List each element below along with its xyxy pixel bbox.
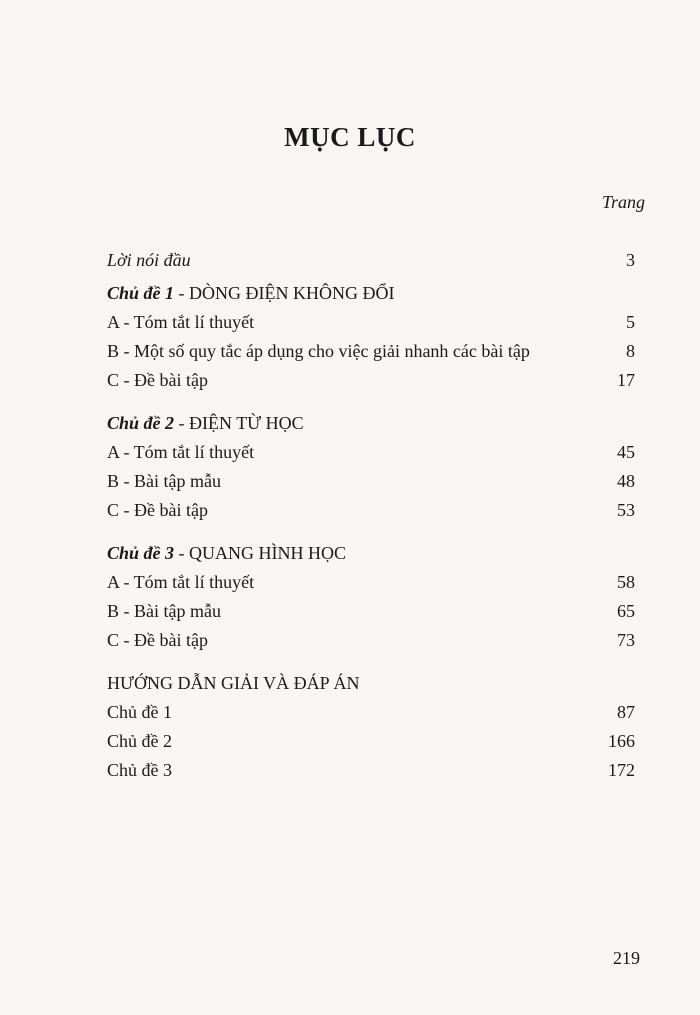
topic-title: - DÒNG ĐIỆN KHÔNG ĐỔI xyxy=(174,283,395,303)
toc-entry xyxy=(107,339,635,363)
page-number: 219 xyxy=(613,948,640,968)
toc-entry xyxy=(107,700,635,724)
toc-entry-page: 8 xyxy=(626,341,635,361)
toc-answers-heading xyxy=(107,671,635,695)
toc-entry-label: A - Tóm tắt lí thuyết xyxy=(107,572,255,592)
toc-entry-label: A - Tóm tắt lí thuyết xyxy=(107,312,255,332)
toc-entry-page: 48 xyxy=(617,471,635,491)
toc-entry-page: 3 xyxy=(626,250,635,270)
toc-entry-label: C - Đề bài tập xyxy=(107,370,208,390)
toc-entry xyxy=(107,498,635,522)
toc-entry xyxy=(107,628,635,652)
topic-prefix: Chủ đề 2 xyxy=(107,413,175,433)
toc-entry xyxy=(107,599,635,623)
toc-entry-page: 17 xyxy=(617,370,635,390)
toc-entry-page: 172 xyxy=(608,760,635,780)
toc-topic-1-heading xyxy=(107,281,635,305)
toc-entry xyxy=(107,440,635,464)
toc-topic-2-heading xyxy=(107,411,635,435)
toc-entry-page: 5 xyxy=(626,312,635,332)
toc-entry-label: Chủ đề 1 xyxy=(107,702,172,722)
toc-entry xyxy=(107,310,635,334)
toc-entry xyxy=(107,570,635,594)
toc-entry xyxy=(107,729,635,753)
topic-title: - QUANG HÌNH HỌC xyxy=(174,543,347,563)
toc-entry-label: Chủ đề 2 xyxy=(107,731,172,751)
topic-title: - ĐIỆN TỪ HỌC xyxy=(174,413,304,433)
toc-entry-label: B - Bài tập mẫu xyxy=(107,601,221,621)
toc-entry-label: Lời nói đầu xyxy=(107,250,191,270)
topic-prefix: Chủ đề 3 xyxy=(107,543,175,563)
toc-entry-label: A - Tóm tắt lí thuyết xyxy=(107,442,255,462)
toc-entry-page: 166 xyxy=(608,731,635,751)
toc-entry xyxy=(107,469,635,493)
toc-entry-label: Chủ đề 3 xyxy=(107,760,172,780)
toc-entry-label: C - Đề bài tập xyxy=(107,500,208,520)
toc-entry xyxy=(107,368,635,392)
page-column-header: Trang xyxy=(601,192,645,212)
toc-entry-label: C - Đề bài tập xyxy=(107,630,208,650)
toc-entry-page: 45 xyxy=(617,442,635,462)
toc-entry-page: 65 xyxy=(617,601,635,621)
toc-entry-page: 87 xyxy=(617,702,635,722)
toc-entry-page: 58 xyxy=(617,572,635,592)
toc-entry-page: 73 xyxy=(617,630,635,650)
toc-entry xyxy=(107,758,635,782)
toc-topic-3-heading xyxy=(107,541,635,565)
topic-prefix: Chủ đề 1 xyxy=(107,283,175,303)
toc-entry-intro xyxy=(107,248,635,272)
page-title: MỤC LỤC xyxy=(284,122,416,152)
toc-entry-page: 53 xyxy=(617,500,635,520)
answers-title: HƯỚNG DẪN GIẢI VÀ ĐÁP ÁN xyxy=(107,673,360,693)
toc-entry-label: B - Bài tập mẫu xyxy=(107,471,221,491)
toc-entry-label: B - Một số quy tắc áp dụng cho việc giải nhanh các bài tập xyxy=(107,341,530,361)
